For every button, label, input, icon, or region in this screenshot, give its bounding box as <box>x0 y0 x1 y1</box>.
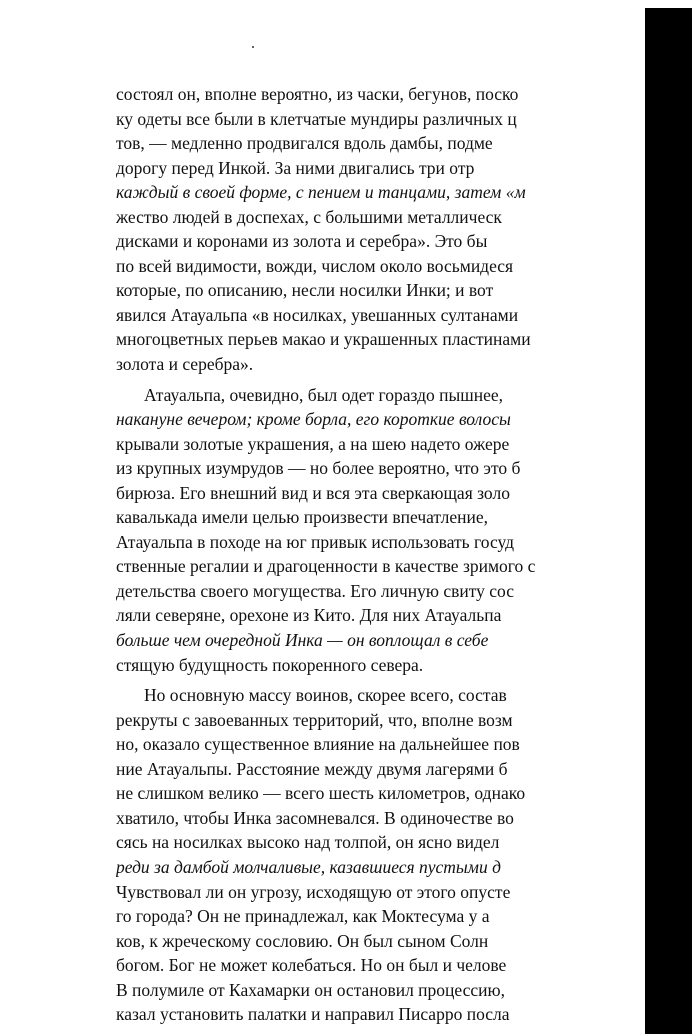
text-segment: кавалькада имели целью произвести впечатление, <box>116 507 489 528</box>
text-line <box>116 929 676 954</box>
text-segment: дисками и коронами из золота и серебра». Это бы <box>116 231 488 252</box>
text-line <box>116 229 676 254</box>
text-segment: которые, по описанию, несли носилки Инки; и вот <box>116 280 494 301</box>
text-segment: казал установить палатки и направил Писарро посла <box>116 1004 510 1025</box>
text-segment: ственные регалии и драгоценности в качестве зримого с <box>116 556 536 577</box>
text-line <box>116 806 676 831</box>
text-line <box>116 481 676 506</box>
text-segment: Атауальпа, очевидно, был одет гораздо пышнее, <box>144 384 504 405</box>
italic-text-segment: больше чем очередной Инка — он воплощал в себе <box>116 630 489 651</box>
text-segment: тов, — медленно продвигался вдоль дамбы, подме <box>116 133 493 154</box>
text-line <box>116 953 676 978</box>
text-line <box>116 683 676 708</box>
text-line <box>116 530 676 555</box>
text-segment: из крупных изумрудов — но более вероятно, что это б <box>116 458 521 479</box>
text-line <box>116 603 676 628</box>
text-line <box>116 383 676 408</box>
scan-shadow-edge <box>645 8 692 1034</box>
text-line <box>116 205 676 230</box>
text-line <box>116 278 676 303</box>
text-line <box>116 653 676 678</box>
text-line <box>116 407 676 432</box>
italic-text-segment: каждый в своей форме, с пением и танцами, затем «м <box>116 182 526 203</box>
text-segment: явился Атауальпа «в носилках, увешанных султанами <box>116 304 519 325</box>
text-line <box>116 352 676 377</box>
text-line <box>116 82 676 107</box>
text-segment: золота и серебра». <box>116 354 254 375</box>
text-line <box>116 880 676 905</box>
text-line <box>116 781 676 806</box>
text-segment: ку одеты все были в клетчатые мундиры различных ц <box>116 108 517 129</box>
text-line <box>116 830 676 855</box>
text-line <box>116 327 676 352</box>
text-line <box>116 732 676 757</box>
text-line <box>116 107 676 132</box>
text-segment: по всей видимости, вожди, числом около восьмидеся <box>116 255 514 276</box>
text-line <box>116 254 676 279</box>
text-segment: но, оказало существенное влияние на дальнейшее пов <box>116 734 520 755</box>
text-segment: крывали золотые украшения, а на шею надето ожере <box>116 433 510 454</box>
text-line <box>116 708 676 733</box>
text-segment: В полумиле от Кахамарки он остановил процессию, <box>116 979 505 1000</box>
text-segment: хватило, чтобы Инка засомневался. В одиночестве во <box>116 807 514 828</box>
text-segment: рекруты с завоеванных территорий, что, вполне возм <box>116 709 513 730</box>
text-segment: Но основную массу воинов, скорее всего, состав <box>144 685 507 706</box>
text-line <box>116 757 676 782</box>
text-line <box>116 554 676 579</box>
text-line <box>116 628 676 653</box>
text-segment: дорогу перед Инкой. За ними двигались три отр <box>116 157 475 178</box>
italic-text-segment: накануне вечером; кроме борла, его короткие волосы <box>116 409 511 430</box>
text-segment: не слишком велико — всего шесть километров, однако <box>116 783 526 804</box>
text-segment: состоял он, вполне вероятно, из часки, бегунов, поско <box>116 84 519 104</box>
body-text <box>116 82 676 1027</box>
text-segment: стящую будущность покоренного севера. <box>116 654 424 675</box>
text-line <box>116 456 676 481</box>
text-segment: детельства своего могущества. Его личную свиту сос <box>116 580 514 601</box>
text-segment: жество людей в доспехах, с большими металлическ <box>116 206 502 227</box>
text-line <box>116 1002 676 1027</box>
text-line <box>116 855 676 880</box>
text-line <box>116 303 676 328</box>
text-line <box>116 579 676 604</box>
text-segment: ние Атауальпы. Расстояние между двумя лагерями б <box>116 758 508 779</box>
text-segment: многоцветных перьев макао и украшенных пластинами <box>116 329 531 350</box>
italic-text-segment: реди за дамбой молчаливые, казавшиеся пустыми д <box>116 856 501 877</box>
text-segment: ляли северяне, орехоне из Кито. Для них Атауальпа <box>116 605 502 626</box>
text-segment: бирюза. Его внешний вид и вся эта сверкающая золо <box>116 482 510 503</box>
text-line <box>116 156 676 181</box>
text-line <box>116 432 676 457</box>
text-segment: го города? Он не принадлежал, как Моктесума у а <box>116 906 490 927</box>
text-segment: сясь на носилках высоко над толпой, он ясно видел <box>116 832 500 853</box>
text-line <box>116 978 676 1003</box>
text-segment: Атауальпа в походе на юг привык использовать госуд <box>116 531 515 552</box>
text-line <box>116 131 676 156</box>
text-segment: Чувствовал ли он угрозу, исходящую от этого опусте <box>116 881 511 902</box>
dust-speck <box>252 46 254 48</box>
text-line <box>116 904 676 929</box>
text-line <box>116 180 676 205</box>
text-segment: богом. Бог не может колебаться. Но он был и челове <box>116 955 507 976</box>
text-segment: ков, к жреческому сословию. Он был сыном Солн <box>116 930 489 951</box>
text-line <box>116 505 676 530</box>
